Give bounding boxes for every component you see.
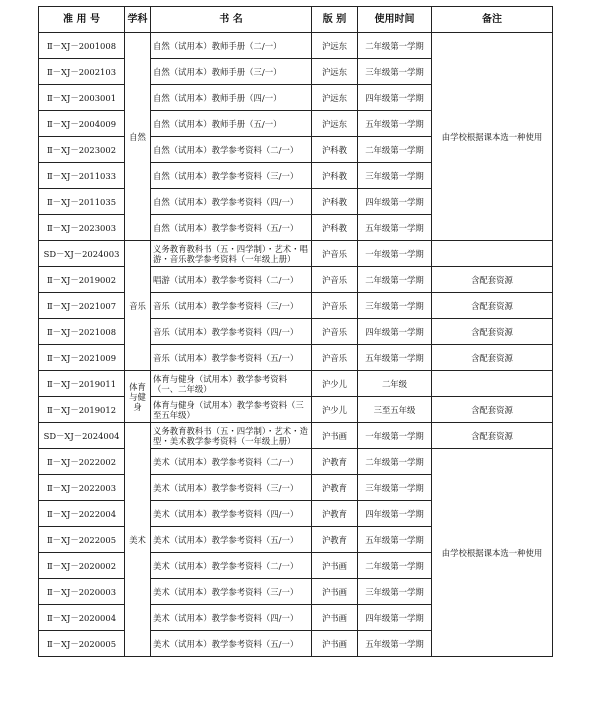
title-cell: 义务教育教科书（五・四学制）・艺术・造型・美术教学参考资料（一年级上册） bbox=[151, 423, 312, 449]
period-cell: 四年级第一学期 bbox=[358, 605, 432, 631]
title-cell: 自然（试用本）教学参考资料（五/一） bbox=[151, 215, 312, 241]
note-cell-choose: 由学校根据课本选一种使用 bbox=[432, 33, 553, 241]
header-period: 使用时间 bbox=[358, 7, 432, 33]
code-cell: Ⅱ－XJ－2019011 bbox=[39, 371, 125, 397]
title-cell: 唱游（试用本）教学参考资料（二/一） bbox=[151, 267, 312, 293]
title-cell: 音乐（试用本）教学参考资料（三/一） bbox=[151, 293, 312, 319]
note-cell: 含配套资源 bbox=[432, 423, 553, 449]
edition-cell: 沪科教 bbox=[312, 189, 358, 215]
code-cell: Ⅱ－XJ－2011035 bbox=[39, 189, 125, 215]
edition-cell: 沪科教 bbox=[312, 215, 358, 241]
code-cell: Ⅱ－XJ－2021009 bbox=[39, 345, 125, 371]
title-cell: 自然（试用本）教师手册（三/一） bbox=[151, 59, 312, 85]
period-cell: 五年级第一学期 bbox=[358, 631, 432, 657]
header-edition: 版 别 bbox=[312, 7, 358, 33]
code-cell: Ⅱ－XJ－2003001 bbox=[39, 85, 125, 111]
edition-cell: 沪书画 bbox=[312, 631, 358, 657]
title-cell: 美术（试用本）教学参考资料（二/一） bbox=[151, 449, 312, 475]
period-cell: 三至五年级 bbox=[358, 397, 432, 423]
edition-cell: 沪教育 bbox=[312, 527, 358, 553]
code-cell: Ⅱ－XJ－2021008 bbox=[39, 319, 125, 345]
period-cell: 四年级第一学期 bbox=[358, 501, 432, 527]
title-cell: 自然（试用本）教学参考资料（四/一） bbox=[151, 189, 312, 215]
period-cell: 三年级第一学期 bbox=[358, 475, 432, 501]
edition-cell: 沪教育 bbox=[312, 449, 358, 475]
title-cell: 美术（试用本）教学参考资料（五/一） bbox=[151, 631, 312, 657]
edition-cell: 沪少儿 bbox=[312, 397, 358, 423]
title-cell: 自然（试用本）教学参考资料（二/一） bbox=[151, 137, 312, 163]
period-cell: 二年级第一学期 bbox=[358, 267, 432, 293]
code-cell: Ⅱ－XJ－2020004 bbox=[39, 605, 125, 631]
title-cell: 自然（试用本）教师手册（二/一） bbox=[151, 33, 312, 59]
header-note: 备注 bbox=[432, 7, 553, 33]
title-cell: 美术（试用本）教学参考资料（二/一） bbox=[151, 553, 312, 579]
period-cell: 二年级第一学期 bbox=[358, 553, 432, 579]
table-row bbox=[39, 449, 553, 475]
book-list-table bbox=[38, 6, 553, 657]
code-cell: Ⅱ－XJ－2004009 bbox=[39, 111, 125, 137]
period-cell: 五年级第一学期 bbox=[358, 345, 432, 371]
title-cell: 体育与健身（试用本）教学参考资料（三至五年级） bbox=[151, 397, 312, 423]
edition-cell: 沪科教 bbox=[312, 163, 358, 189]
table-row bbox=[39, 267, 553, 293]
code-cell: Ⅱ－XJ－2022003 bbox=[39, 475, 125, 501]
period-cell: 五年级第一学期 bbox=[358, 527, 432, 553]
code-cell: Ⅱ－XJ－2022005 bbox=[39, 527, 125, 553]
code-cell: Ⅱ－XJ－2022002 bbox=[39, 449, 125, 475]
header-title: 书 名 bbox=[151, 7, 312, 33]
edition-cell: 沪书画 bbox=[312, 605, 358, 631]
period-cell: 二年级第一学期 bbox=[358, 33, 432, 59]
subject-cell-music: 音乐 bbox=[125, 241, 151, 371]
edition-cell: 沪远东 bbox=[312, 111, 358, 137]
code-cell: Ⅱ－XJ－2020003 bbox=[39, 579, 125, 605]
code-cell: Ⅱ－XJ－2019012 bbox=[39, 397, 125, 423]
header-subject: 学科 bbox=[125, 7, 151, 33]
edition-cell: 沪书画 bbox=[312, 579, 358, 605]
period-cell: 五年级第一学期 bbox=[358, 215, 432, 241]
note-cell: 含配套资源 bbox=[432, 293, 553, 319]
period-cell: 三年级第一学期 bbox=[358, 579, 432, 605]
title-cell: 音乐（试用本）教学参考资料（五/一） bbox=[151, 345, 312, 371]
edition-cell: 沪音乐 bbox=[312, 293, 358, 319]
code-cell: Ⅱ－XJ－2011033 bbox=[39, 163, 125, 189]
note-cell-empty bbox=[432, 371, 553, 397]
code-cell: Ⅱ－XJ－2021007 bbox=[39, 293, 125, 319]
period-cell: 四年级第一学期 bbox=[358, 189, 432, 215]
edition-cell: 沪远东 bbox=[312, 85, 358, 111]
period-cell: 二年级第一学期 bbox=[358, 137, 432, 163]
table-row bbox=[39, 241, 553, 267]
note-cell: 含配套资源 bbox=[432, 345, 553, 371]
subject-cell-pe: 体育与健身 bbox=[125, 371, 151, 423]
period-cell: 三年级第一学期 bbox=[358, 59, 432, 85]
subject-cell-art: 美术 bbox=[125, 423, 151, 657]
table-row bbox=[39, 397, 553, 423]
code-cell: SD－XJ－2024003 bbox=[39, 241, 125, 267]
code-cell: SD－XJ－2024004 bbox=[39, 423, 125, 449]
edition-cell: 沪教育 bbox=[312, 501, 358, 527]
edition-cell: 沪音乐 bbox=[312, 241, 358, 267]
table-row bbox=[39, 371, 553, 397]
period-cell: 四年级第一学期 bbox=[358, 319, 432, 345]
title-cell: 自然（试用本）教学参考资料（三/一） bbox=[151, 163, 312, 189]
code-cell: Ⅱ－XJ－2023003 bbox=[39, 215, 125, 241]
edition-cell: 沪科教 bbox=[312, 137, 358, 163]
subject-cell-nature: 自然 bbox=[125, 33, 151, 241]
table-row bbox=[39, 319, 553, 345]
edition-cell: 沪少儿 bbox=[312, 371, 358, 397]
title-cell: 美术（试用本）教学参考资料（三/一） bbox=[151, 475, 312, 501]
period-cell: 四年级第一学期 bbox=[358, 85, 432, 111]
note-cell: 含配套资源 bbox=[432, 267, 553, 293]
code-cell: Ⅱ－XJ－2023002 bbox=[39, 137, 125, 163]
edition-cell: 沪音乐 bbox=[312, 319, 358, 345]
note-cell-choose: 由学校根据课本选一种使用 bbox=[432, 449, 553, 657]
note-cell-empty bbox=[432, 241, 553, 267]
title-cell: 义务教育教科书（五・四学制）・艺术・唱游・音乐教学参考资料（一年级上册） bbox=[151, 241, 312, 267]
title-cell: 音乐（试用本）教学参考资料（四/一） bbox=[151, 319, 312, 345]
period-cell: 一年级第一学期 bbox=[358, 423, 432, 449]
code-cell: Ⅱ－XJ－2002103 bbox=[39, 59, 125, 85]
period-cell: 一年级第一学期 bbox=[358, 241, 432, 267]
header-row bbox=[39, 7, 553, 33]
code-cell: Ⅱ－XJ－2020002 bbox=[39, 553, 125, 579]
title-cell: 体育与健身（试用本）教学参考资料（一、二年级） bbox=[151, 371, 312, 397]
header-code: 准 用 号 bbox=[39, 7, 125, 33]
code-cell: Ⅱ－XJ－2019002 bbox=[39, 267, 125, 293]
table-row bbox=[39, 345, 553, 371]
code-cell: Ⅱ－XJ－2020005 bbox=[39, 631, 125, 657]
edition-cell: 沪教育 bbox=[312, 475, 358, 501]
title-cell: 美术（试用本）教学参考资料（四/一） bbox=[151, 605, 312, 631]
code-cell: Ⅱ－XJ－2022004 bbox=[39, 501, 125, 527]
edition-cell: 沪书画 bbox=[312, 553, 358, 579]
note-cell: 含配套资源 bbox=[432, 319, 553, 345]
code-cell: Ⅱ－XJ－2001008 bbox=[39, 33, 125, 59]
title-cell: 美术（试用本）教学参考资料（五/一） bbox=[151, 527, 312, 553]
title-cell: 自然（试用本）教师手册（五/一） bbox=[151, 111, 312, 137]
title-cell: 美术（试用本）教学参考资料（四/一） bbox=[151, 501, 312, 527]
edition-cell: 沪音乐 bbox=[312, 267, 358, 293]
title-cell: 自然（试用本）教师手册（四/一） bbox=[151, 85, 312, 111]
period-cell: 二年级第一学期 bbox=[358, 449, 432, 475]
table-row bbox=[39, 293, 553, 319]
edition-cell: 沪书画 bbox=[312, 423, 358, 449]
note-cell: 含配套资源 bbox=[432, 397, 553, 423]
table-row bbox=[39, 33, 553, 59]
edition-cell: 沪远东 bbox=[312, 33, 358, 59]
period-cell: 五年级第一学期 bbox=[358, 111, 432, 137]
period-cell: 三年级第一学期 bbox=[358, 293, 432, 319]
title-cell: 美术（试用本）教学参考资料（三/一） bbox=[151, 579, 312, 605]
period-cell: 三年级第一学期 bbox=[358, 163, 432, 189]
edition-cell: 沪远东 bbox=[312, 59, 358, 85]
period-cell: 二年级 bbox=[358, 371, 432, 397]
edition-cell: 沪音乐 bbox=[312, 345, 358, 371]
table-row bbox=[39, 423, 553, 449]
